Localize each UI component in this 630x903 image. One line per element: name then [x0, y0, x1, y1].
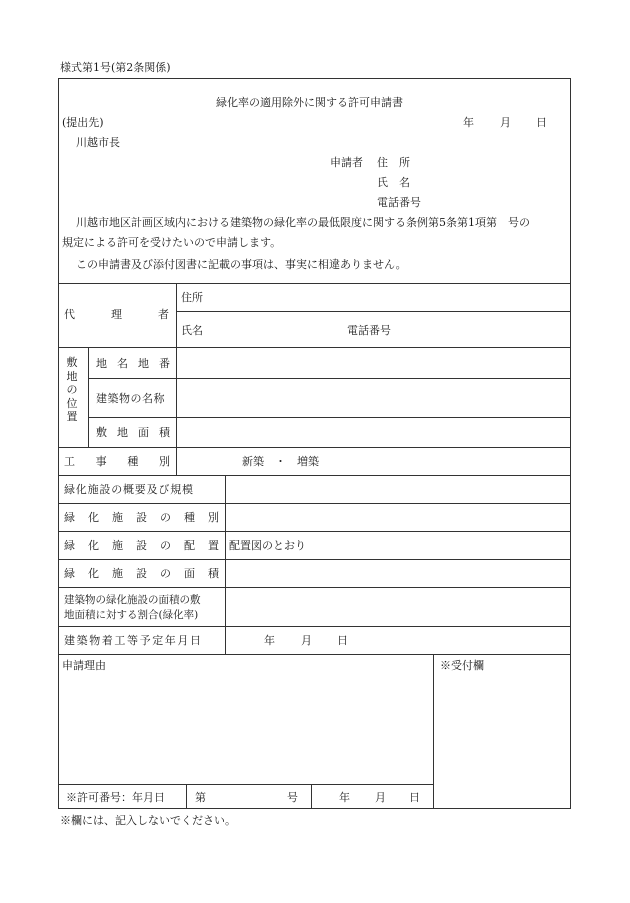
permit-column-rule-1	[186, 784, 187, 809]
applicant-label: 申請者	[330, 156, 363, 169]
agent-name-label: 氏名	[181, 324, 203, 337]
date-month-label: 月	[500, 116, 511, 129]
site-bottom-rule	[58, 447, 571, 448]
label-column-rule	[176, 283, 177, 475]
site-divider-1	[88, 378, 571, 379]
greening-layout-value: 配置図のとおり	[229, 539, 306, 552]
site-lot-field[interactable]	[180, 352, 565, 374]
greening-rule-5	[58, 626, 571, 627]
agent-address-label: 住所	[181, 291, 203, 304]
greening-rule-2	[58, 531, 571, 532]
date-day-label: 日	[536, 116, 547, 129]
reception-label: ※受付欄	[440, 659, 484, 672]
reception-column-rule	[433, 654, 434, 809]
site-building-name-field[interactable]	[180, 385, 565, 411]
site-area-field[interactable]	[180, 421, 565, 443]
greening-rule-3	[58, 559, 571, 560]
agent-label-char3: 者	[158, 308, 169, 321]
greening-overview-label: 緑化施設の概要及び規模	[64, 483, 194, 496]
footnote: ※欄には、記入しないでください。	[60, 814, 236, 827]
application-statement-line1: 川越市地区計画区域内における建築物の緑化率の最低限度に関する条例第5条第1項第 号の	[76, 216, 530, 229]
agent-name-field[interactable]	[225, 320, 340, 340]
permit-number-prefix: 第	[195, 791, 206, 804]
site-column-rule	[88, 347, 89, 447]
start-date-year: 年	[264, 634, 275, 647]
agent-divider	[176, 311, 571, 312]
application-statement-line2: 規定による許可を受けたいので申請します。	[62, 236, 282, 249]
greening-layout-label: 緑 化 施 設 の 配 置	[64, 539, 219, 552]
application-reason-field[interactable]	[64, 676, 428, 780]
work-type-label: 工 事 種 別	[64, 455, 170, 468]
permit-date-month: 月	[375, 791, 386, 804]
start-date-month: 月	[301, 634, 312, 647]
applicant-phone-label: 電話番号	[377, 196, 421, 209]
start-date-label: 建築物着工等予定年月日	[64, 634, 203, 647]
recipient-name: 川越市長	[76, 136, 120, 149]
greening-area-label: 緑 化 施 設 の 面 積	[64, 567, 219, 580]
work-type-options[interactable]: 新築 ・ 増築	[242, 455, 319, 468]
agent-label-char2: 理	[111, 308, 122, 321]
greening-rule-1	[58, 503, 571, 504]
agent-label-char1: 代	[64, 308, 75, 321]
greening-ratio-field[interactable]	[229, 592, 565, 622]
agent-label	[64, 309, 169, 320]
greening-rule-4	[58, 587, 571, 588]
applicant-name-label: 氏 名	[377, 176, 410, 189]
site-building-name-label: 建築物の名称	[96, 392, 165, 405]
permit-number-suffix: 号	[287, 791, 298, 804]
start-date-day: 日	[337, 634, 348, 647]
header-divider	[58, 283, 571, 284]
form-label: 様式第1号(第2条関係)	[60, 61, 171, 74]
application-reason-label: 申請理由	[62, 659, 106, 672]
permit-date-year: 年	[339, 791, 350, 804]
site-divider-2	[88, 417, 571, 418]
form-title: 緑化率の適用除外に関する許可申請書	[216, 96, 403, 109]
greening-area-field[interactable]	[229, 564, 565, 584]
agent-address-field[interactable]	[225, 292, 565, 306]
agent-phone-label: 電話番号	[347, 324, 391, 337]
agent-bottom-rule	[58, 347, 571, 348]
permit-column-rule-2	[311, 784, 312, 809]
site-area-label: 敷 地 面 積	[96, 426, 170, 439]
work-type-rule	[58, 475, 571, 476]
greening-ratio-label-line1: 建築物の緑化施設の面積の敷	[64, 594, 201, 606]
permit-top-rule	[58, 784, 433, 785]
recipient-label: (提出先)	[62, 116, 104, 129]
start-date-rule	[58, 654, 571, 655]
greening-type-field[interactable]	[229, 508, 565, 528]
permit-date-day: 日	[409, 791, 420, 804]
applicant-address-label: 住 所	[377, 156, 410, 169]
declaration-statement: この申請書及び添付図書に記載の事項は、事実に相違ありません。	[76, 258, 407, 271]
greening-type-label: 緑 化 施 設 の 種 別	[64, 511, 219, 524]
permit-number-label: ※許可番号：年月日	[66, 791, 165, 804]
greening-column-rule	[225, 475, 226, 654]
site-lot-label: 地 名 地 番	[96, 357, 170, 370]
greening-overview-field[interactable]	[229, 480, 565, 500]
date-year-label: 年	[463, 116, 474, 129]
greening-ratio-label-line2: 地面積に対する割合(緑化率)	[64, 609, 199, 621]
site-location-label: 敷 地 の 位 置	[66, 356, 78, 423]
